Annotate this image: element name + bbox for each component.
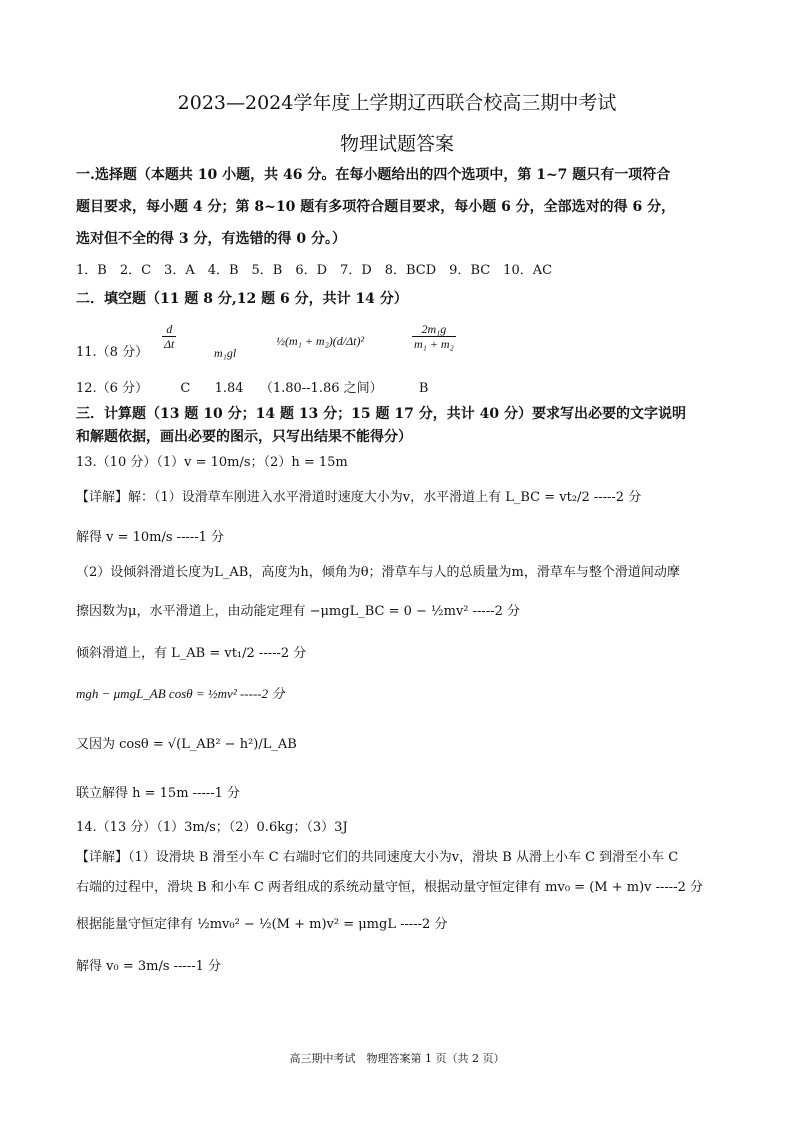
q11-answer-2: m₁gl [214, 346, 237, 360]
q12-answer-2: 1.84 [214, 381, 244, 396]
q14-line-3: 根据能量守恒定律有 ½mv₀² − ½(M + m)v² = μmgL -----2 分 [76, 917, 448, 932]
q11-answer-3: ½(m₁ + m₂)(d/Δt)² [276, 334, 365, 348]
section2-heading: 二．填空题（11 题 8 分,12 题 6 分，共计 14 分） [76, 291, 408, 307]
q13-line-6: mgh − μmgL_AB cosθ = ½mv² -----2 分 [76, 686, 285, 701]
q14-summary: 14.（13 分）（1）3m/s；（2）0.6kg；（3）3J [76, 820, 348, 835]
section1-heading-line3: 选对但不全的得 3 分，有选错的得 0 分。） [76, 231, 346, 247]
q13-line-1: 【详解】解：（1）设滑草车刚进入水平滑道时速度大小为v，水平滑道上有 L_BC = vt₂/2 -----2 分 [76, 490, 642, 505]
q11-answer-4: $\frac{\text{2m₁g}}{\text{m₁ + m₂}}$ [414, 322, 454, 351]
q13-summary: 13.（10 分）（1）v = 10m/s；（2）h = 15m [76, 455, 348, 470]
q14-line-2: 右端的过程中，滑块 B 和小车 C 两者组成的系统动量守恒，根据动量守恒定律有 mv₀ = (M + m)v -----2 分 [76, 880, 703, 895]
section1-heading-line1: 一.选择题（本题共 10 小题，共 46 分。在每小题给出的四个选项中，第 1~7 题只有一项符合 [76, 167, 671, 183]
q12-label: 12.（6 分） [76, 381, 149, 396]
section3-heading-line1: 三．计算题（13 题 10 分；14 题 13 分；15 题 17 分，共计 40 分）要求写出必要的文字说明 [76, 406, 686, 422]
q13-line-2: 解得 v = 10m/s -----1 分 [76, 530, 225, 545]
q13-line-5: 倾斜滑道上，有 L_AB = vt₁/2 -----2 分 [76, 646, 307, 661]
q11-answer-1: $\frac{d}{\Delta t}$ [164, 322, 175, 351]
page-title: 2023—2024学年度上学期辽西联合校高三期中考试 [177, 92, 617, 114]
section1-heading-line2: 题目要求，每小题 4 分；第 8~10 题有多项符合题目要求，每小题 6 分，全部选对的得 6 分， [76, 199, 676, 215]
section3-heading-line2: 和解题依据，画出必要的图示，只写出结果不能得分） [76, 429, 412, 445]
q13-line-7: 又因为 cosθ = √(L_AB² − h²)/L_AB [76, 737, 297, 752]
q12-answer-1: C [180, 381, 191, 396]
q12-answer-2-range: （1.80--1.86 之间） [259, 381, 383, 396]
q11-label: 11.（8 分） [76, 345, 149, 360]
q13-line-8: 联立解得 h = 15m -----1 分 [76, 786, 241, 801]
q12-line [76, 380, 428, 398]
page-subtitle: 物理试题答案 [339, 133, 454, 155]
choice-answers: 1．B 2．C 3．A 4．B 5．B 6．D 7．D 8．BCD 9．BC 10．AC [76, 263, 553, 278]
q13-line-3: （2）设倾斜滑道长度为L_AB，高度为h，倾角为θ；滑草车与人的总质量为m，滑草车与整个滑道间动摩 [76, 565, 680, 580]
q13-line-4: 擦因数为μ，水平滑道上，由动能定理有 −μmgL_BC = 0 − ½mv² -----2 分 [76, 604, 521, 619]
q14-line-4: 解得 v₀ = 3m/s -----1 分 [76, 959, 221, 974]
q14-line-1: 【详解】（1）设滑块 B 滑至小车 C 右端时它们的共同速度大小为v，滑块 B 从滑上小车 C 到滑至小车 C [76, 850, 679, 865]
q12-answer-3: B [418, 381, 429, 396]
page-footer: 高三期中考试 物理答案第 1 页（共 2 页） [289, 1052, 505, 1065]
